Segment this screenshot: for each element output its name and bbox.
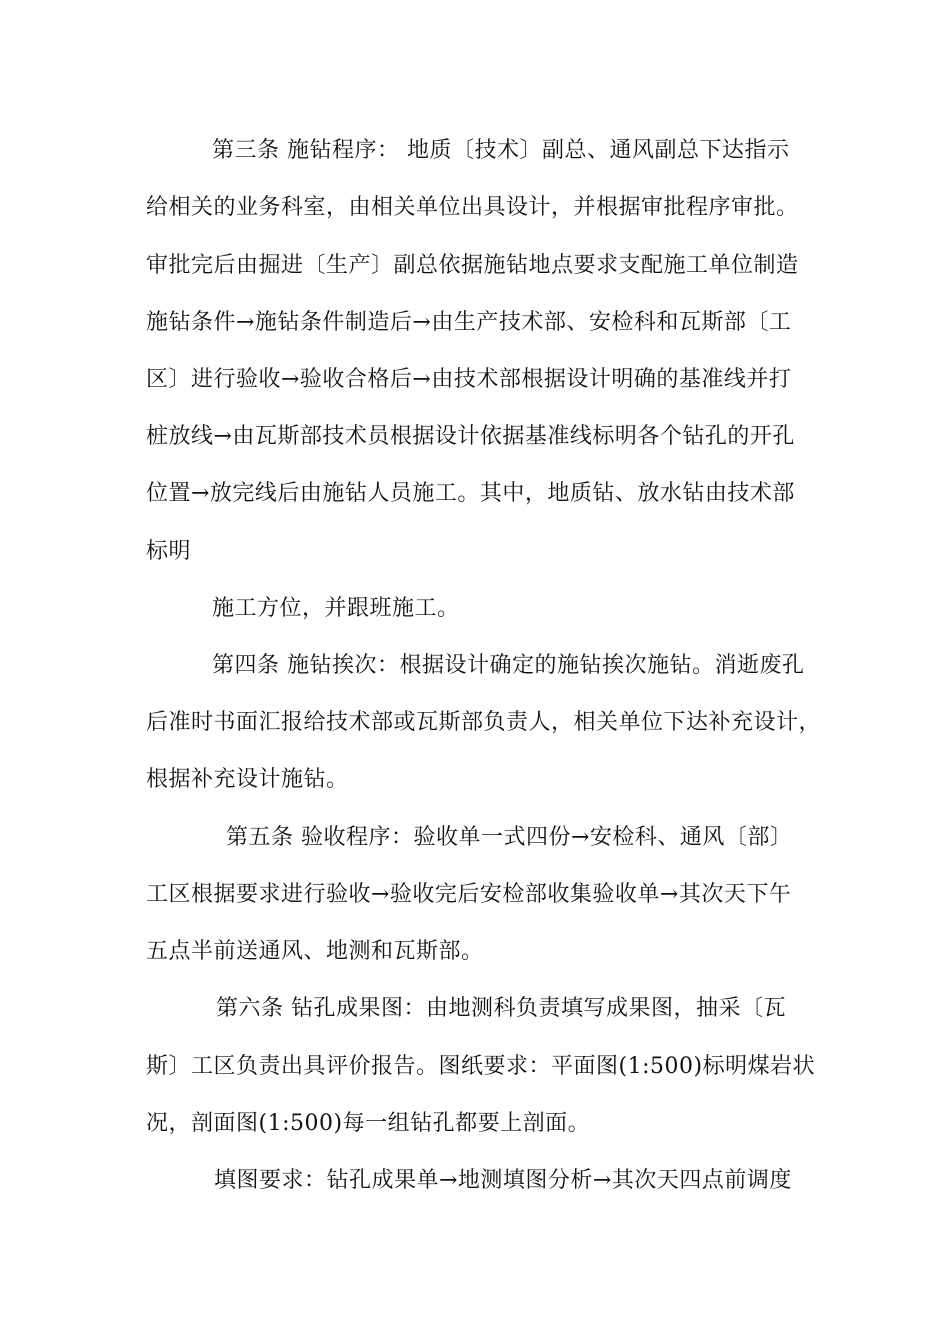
para-3-line-5: 区〕进行验收→验收合格后→由技术部根据设计明确的基准线并打 (146, 367, 792, 392)
para-6-line-1: 第六条 钻孔成果图：由地测科负责填写成果图，抽采〔瓦 (216, 996, 786, 1021)
para-5-line-1: 第五条 验收程序：验收单一式四份→安检科、通风〔部〕 (226, 825, 793, 850)
para-3-line-6: 桩放线→由瓦斯部技术员根据设计依据基准线标明各个钻孔的开孔 (146, 424, 795, 449)
para-3-line-1: 第三条 施钻程序： 地质〔技术〕副总、通风副总下达指示 (212, 138, 790, 163)
para-4-line-3: 根据补充设计施钻。 (146, 767, 349, 792)
para-3-line-8: 标明 (146, 539, 192, 564)
para-3-line-7: 位置→放完线后由施钻人员施工。其中，地质钻、放水钻由技术部 (146, 481, 795, 506)
para-6-line-2: 斯〕工区负责出具评价报告。图纸要求：平面图(1:500)标明煤岩状 (146, 1054, 816, 1079)
para-7-line-1: 填图要求：钻孔成果单→地测填图分析→其次天四点前调度 (214, 1168, 792, 1193)
para-3-line-2: 给相关的业务科室，由相关单位出具设计，并根据审批程序审批。 (146, 195, 799, 220)
para-3-line-3: 审批完后由掘进〔生产〕副总依据施钻地点要求支配施工单位制造 (146, 253, 799, 278)
para-4-line-2: 后准时书面汇报给技术部或瓦斯部负责人，相关单位下达补充设计， (146, 710, 822, 735)
para-5-line-2: 工区根据要求进行验收→验收完后安检部收集验收单→其次天下午 (146, 882, 792, 907)
para-5-line-3: 五点半前送通风、地测和瓦斯部。 (146, 939, 484, 964)
para-3b-line-1: 施工方位，并跟班施工。 (212, 596, 460, 621)
para-3-line-4: 施钻条件→施钻条件制造后→由生产技术部、安检科和瓦斯部〔工 (146, 310, 792, 335)
para-4-line-1: 第四条 施钻挨次：根据设计确定的施钻挨次施钻。消逝废孔 (212, 653, 805, 678)
para-6-line-3: 况，剖面图(1:500)每一组钻孔都要上剖面。 (146, 1111, 591, 1136)
